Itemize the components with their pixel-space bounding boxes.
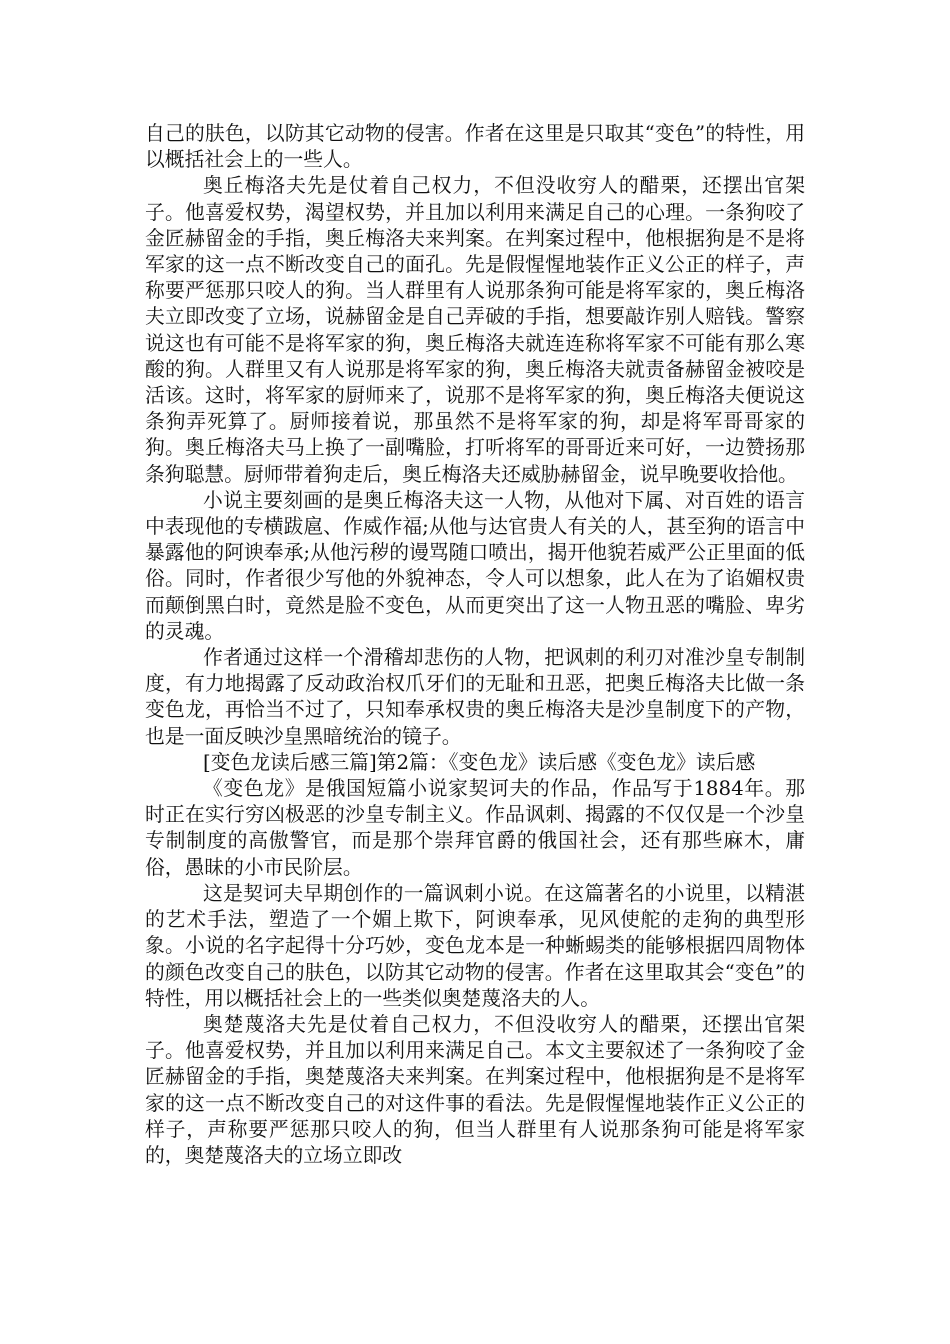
paragraph-4: 作者通过这样一个滑稽却悲伤的人物，把讽刺的利刃对准沙皇专制制度，有力地揭露了反动政治权爪牙们的无耻和丑恶，把奥丘梅洛夫比做一条变色龙，再恰当不过了，只知奉承权贵的奥丘梅洛夫是沙皇制度下的产物，也是一面反映沙皇黑暗统治的镜子。: [145, 646, 805, 748]
section-heading: [变色龙读后感三篇]第2篇：《变色龙》读后感《变色龙》读后感: [203, 750, 756, 774]
paragraph-5: 《变色龙》是俄国短篇小说家契诃夫的作品，作品写于1884年。那时正在实行穷凶极恶的沙皇专制主义。作品讽刺、揭露的不仅仅是一个沙皇专制制度的高傲警官，而是那个崇拜官爵的俄国社会，还有那些麻木，庸俗，愚昧的小市民阶层。: [145, 777, 805, 879]
paragraph-2: 奥丘梅洛夫先是仗着自己权力，不但没收穷人的醋栗，还摆出官架子。他喜爱权势，渴望权势，并且加以利用来满足自己的心理。一条狗咬了金匠赫留金的手指，奥丘梅洛夫来判案。在判案过程中，他根据狗是不是将军家的这一点不断改变自己的面孔。先是假惺惺地装作正义公正的样子，声称要严惩那只咬人的狗。当人群里有人说那条狗可能是将军家的，奥丘梅洛夫立即改变了立场，说赫留金是自己弄破的手指，想要敲诈别人赔钱。警察说这也有可能不是将军家的狗，奥丘梅洛夫就连连称将军家不可能有那么寒酸的狗。人群里又有人说那是将军家的狗，奥丘梅洛夫就责备赫留金被咬是活该。这时，将军家的厨师来了，说那不是将军家的狗，奥丘梅洛夫便说这条狗弄死算了。厨师接着说，那虽然不是将军家的狗，却是将军哥哥家的狗。奥丘梅洛夫马上换了一副嘴脸，打听将军的哥哥近来可好，一边赞扬那条狗聪慧。厨师带着狗走后，奥丘梅洛夫还威胁赫留金，说早晚要收拾他。: [145, 174, 805, 486]
paragraph-1: 自己的肤色，以防其它动物的侵害。作者在这里是只取其“变色”的特性，用以概括社会上的一些人。: [145, 122, 805, 172]
paragraph-7: 奥楚蔑洛夫先是仗着自己权力，不但没收穷人的醋栗，还摆出官架子。他喜爱权势，并且加以利用来满足自己。本文主要叙述了一条狗咬了金匠赫留金的手指，奥楚蔑洛夫来判案。在判案过程中，他根据狗是不是将军家的这一点不断改变自己的对这件事的看法。先是假惺惺地装作正义公正的样子，声称要严惩那只咬人的狗，但当人群里有人说那条狗可能是将军家的，奥楚蔑洛夫的立场立即改: [145, 1012, 805, 1167]
paragraph-6: 这是契诃夫早期创作的一篇讽刺小说。在这篇著名的小说里，以精湛的艺术手法，塑造了一个媚上欺下，阿谀奉承，见风使舵的走狗的典型形象。小说的名字起得十分巧妙，变色龙本是一种蜥蜴类的能够根据四周物体的颜色改变自己的肤色，以防其它动物的侵害。作者在这里取其会“变色”的特性，用以概括社会上的一些类似奥楚蔑洛夫的人。: [145, 881, 805, 1010]
paragraph-3: 小说主要刻画的是奥丘梅洛夫这一人物，从他对下属、对百姓的语言中表现他的专横跋扈、作威作福;从他与达官贵人有关的人，甚至狗的语言中暴露他的阿谀奉承;从他污秽的谩骂随口喷出，揭开他貌若威严公正里面的低俗。同时，作者很少写他的外貌神态，令人可以想象，此人在为了谄媚权贵而颠倒黑白时，竟然是脸不变色，从而更突出了这一人物丑恶的嘴脸、卑劣的灵魂。: [145, 488, 805, 643]
document-page: [145, 121, 805, 1169]
